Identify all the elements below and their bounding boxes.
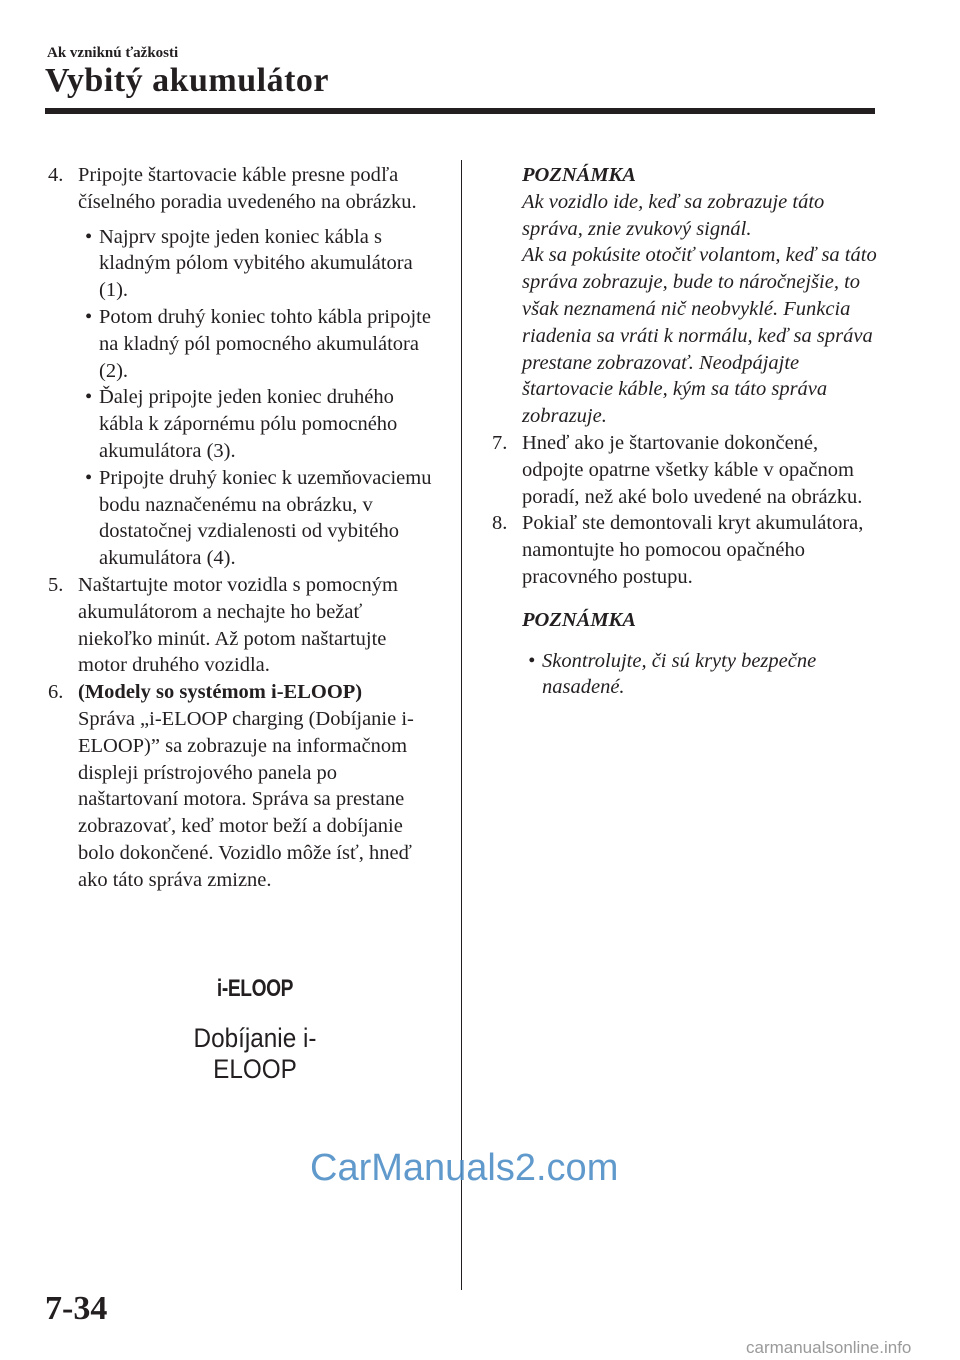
note-line: Ak sa pokúsite otočiť volantom, keď sa táto správa zobrazuje, bude to náročnejšie, to však neznamená nič neobvyklé. Funkcia riadenia sa vráti k normálu, keď sa správa prestane zobrazovať. Neodpájajte štartovacie káble, kým sa táto správa zobrazuje. <box>522 244 877 428</box>
section-label: Ak vzniknú ťažkosti <box>47 45 179 61</box>
step-4 <box>48 162 438 216</box>
step-number: 8. <box>492 512 508 535</box>
step-7 <box>492 430 882 510</box>
step-6 <box>48 679 438 893</box>
page-title: Vybitý akumulátor <box>45 62 330 99</box>
step-number: 6. <box>48 681 64 704</box>
title-rule <box>45 108 875 114</box>
bullet-icon: • <box>528 649 536 672</box>
footer-watermark: carmanualsonline.info <box>746 1338 912 1357</box>
bullet-text: Potom druhý koniec tohto kábla pripojte na kladný pól pomocného akumulátora (2). <box>99 305 431 382</box>
step-5 <box>48 572 438 679</box>
watermark: CarManuals2.com <box>310 1147 619 1189</box>
display-message: Dobíjanie i-ELOOP <box>193 1023 317 1084</box>
bullet-icon: • <box>85 466 93 489</box>
note-1 <box>492 162 882 430</box>
note-bullet <box>528 648 882 702</box>
left-column <box>48 162 438 894</box>
step-text: Naštartujte motor vozidla s pomocným akumulátorom a nechajte ho bežať niekoľko minút. Až potom naštartujte motor druhého vozidla. <box>78 573 398 677</box>
bullet-icon: • <box>85 305 93 328</box>
step-text: Hneď ako je štartovanie dokončené, odpojte opatrne všetky káble v opačnom poradí, než aké bolo uvedené na obrázku. <box>522 431 863 508</box>
step-text: Pripojte štartovacie káble presne podľa číselného poradia uvedeného na obrázku. <box>78 164 417 213</box>
step-heading: (Modely so systémom i-ELOOP) <box>78 681 363 704</box>
note-heading: POZNÁMKA <box>522 164 636 186</box>
note-2 <box>492 607 882 701</box>
step-text: Správa „i-ELOOP charging (Dobíjanie i-ELOOP)” sa zobrazuje na informačnom displeji prístrojového panela po naštartovaní motora. Správa sa prestane zobrazovať, keď motor beží a dobíjanie bolo dokončené. Vozidlo môže ísť, hneď ako táto správa zmizne. <box>78 707 414 891</box>
bullet-icon: • <box>85 225 93 248</box>
bullet-item <box>85 465 438 572</box>
page-number: 7-34 <box>45 1290 108 1327</box>
step-8 <box>492 510 882 590</box>
display-graphic <box>150 975 360 1084</box>
right-column <box>492 162 882 701</box>
column-divider <box>461 160 462 1290</box>
bullet-text: Pripojte druhý koniec k uzemňovaciemu bodu naznačenému na obrázku, v dostatočnej vzdialenosti od vybitého akumulátora (4). <box>99 466 432 570</box>
bullet-item <box>85 384 438 464</box>
note-line: Ak vozidlo ide, keď sa zobrazuje táto správa, znie zvukový signál. <box>522 190 825 240</box>
i-eloop-logo: i-ELOOP <box>216 975 294 1002</box>
bullet-item <box>85 224 438 304</box>
note-heading: POZNÁMKA <box>522 608 636 631</box>
bullet-text: Ďalej pripojte jeden koniec druhého kábla k zápornému pólu pomocného akumulátora (3). <box>99 386 398 462</box>
bullet-icon: • <box>85 386 93 409</box>
step-text: Pokiaľ ste demontovali kryt akumulátora, namontujte ho pomocou opačného pracovného postupu. <box>522 512 864 588</box>
step-number: 5. <box>48 573 64 596</box>
bullet-item <box>85 304 438 384</box>
step-number: 4. <box>48 164 64 186</box>
step-4-bullets <box>48 224 438 572</box>
bullet-text: Najprv spojte jeden koniec kábla s kladným pólom vybitého akumulátora (1). <box>99 225 413 302</box>
step-number: 7. <box>492 431 508 454</box>
bullet-text: Skontrolujte, či sú kryty bezpečne nasadené. <box>542 649 817 699</box>
